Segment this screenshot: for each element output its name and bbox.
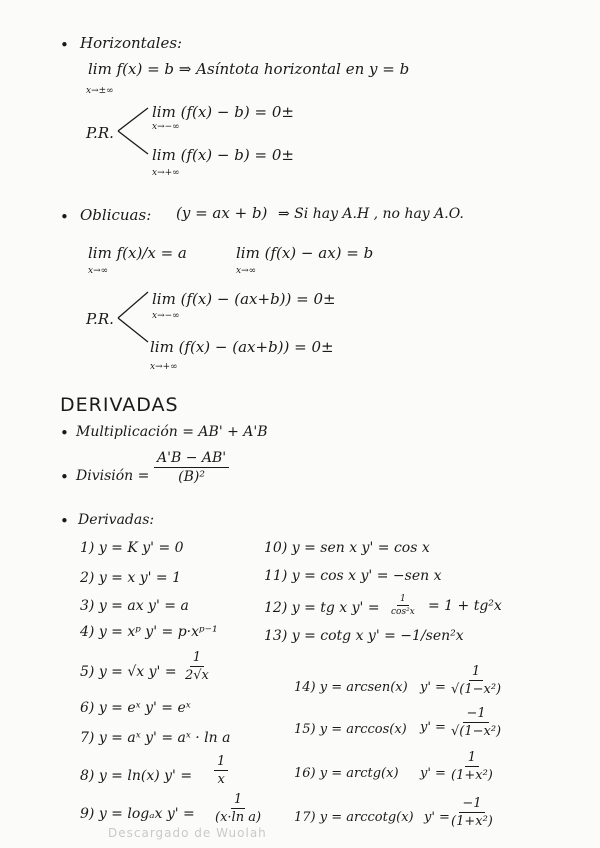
list-bullet: •	[60, 512, 69, 530]
oblique-bullet: •	[60, 208, 69, 226]
horizontal-title: Horizontales:	[80, 34, 183, 52]
rule-3: 3) y = ax y' = a	[80, 598, 189, 614]
rule-9-fraction	[212, 792, 264, 825]
horizontal-limit-left: lim (f(x) − b) = 0±	[152, 103, 294, 121]
rule-8-numerator: 1	[214, 754, 228, 771]
multiplication-rule: Multiplicación = AB' + A'B	[76, 424, 268, 440]
rule-5-denominator: 2√x	[185, 668, 209, 683]
horizontal-pr-label: P.R.	[86, 124, 114, 142]
rule-5-numerator: 1	[190, 650, 204, 667]
rule-7: 7) y = aˣ y' = aˣ · ln a	[80, 730, 231, 746]
rule-9-numerator: 1	[231, 792, 245, 809]
rule-5-fraction	[182, 650, 212, 683]
derivadas-list-title: Derivadas:	[78, 512, 155, 528]
oblique-a-expression: lim f(x)/x = a	[88, 244, 187, 262]
rule-14-numerator: 1	[469, 664, 483, 681]
oblique-b-sub: x→∞	[236, 266, 257, 276]
rule-14-fraction	[448, 664, 504, 697]
rule-16-yprime: y' =	[420, 766, 446, 781]
rule-17-numerator: −1	[459, 796, 484, 813]
oblique-pr-label: P.R.	[86, 310, 114, 328]
rule-16-fraction	[448, 750, 496, 783]
watermark-text: Descargado de Wuolah	[108, 826, 267, 840]
oblique-title: Oblicuas:	[80, 206, 152, 224]
rule-12-lhs: 12) y = tg x y' =	[264, 600, 380, 616]
horizontal-bullet: •	[60, 36, 69, 54]
horizontal-rule-sub: x→±∞	[86, 86, 114, 96]
rule-9-denominator: (x·ln a)	[215, 810, 262, 825]
rule-16-numerator: 1	[465, 750, 479, 767]
rule-15-numerator: −1	[463, 706, 488, 723]
rule-2: 2) y = x y' = 1	[80, 570, 182, 586]
rule-17-lhs: 17) y = arccotg(x)	[294, 810, 414, 825]
oblique-branch-lines	[118, 290, 154, 344]
horizontal-limit-left-sub: x→−∞	[152, 122, 180, 132]
rule-12-numerator: 1	[397, 594, 409, 606]
rule-9-lhs: 9) y = logₐx y' =	[80, 806, 195, 822]
division-denominator: (B)²	[178, 469, 205, 485]
oblique-note: ⇒ Si hay A.H , no hay A.O.	[278, 206, 464, 222]
oblique-line-equation: (y = ax + b)	[176, 204, 268, 222]
rule-12-fraction	[388, 594, 418, 617]
oblique-limit-right: lim (f(x) − (ax+b)) = 0±	[150, 338, 334, 356]
horizontal-rule: lim f(x) = b ⇒ Asíntota horizontal en y = b	[88, 60, 410, 78]
rule-4: 4) y = xᵖ y' = p·xᵖ⁻¹	[80, 624, 218, 640]
rule-11: 11) y = cos x y' = −sen x	[264, 568, 442, 584]
horizontal-branch-lines	[118, 106, 154, 156]
rule-17-yprime: y' =	[424, 810, 450, 825]
rule-12-denominator: cos²x	[391, 607, 415, 617]
rule-15-lhs: 15) y = arccos(x)	[294, 722, 407, 737]
rule-6: 6) y = eˣ y' = eˣ	[80, 700, 191, 716]
oblique-a-sub: x→∞	[88, 266, 109, 276]
derivadas-heading: DERIVADAS	[60, 394, 179, 416]
rule-15-yprime: y' =	[420, 720, 446, 735]
oblique-limit-left: lim (f(x) − (ax+b)) = 0±	[152, 290, 336, 308]
oblique-limit-left-sub: x→−∞	[152, 311, 180, 321]
mult-bullet: •	[60, 424, 69, 442]
div-bullet: •	[60, 468, 69, 486]
rule-15-denominator: √(1−x²)	[451, 724, 502, 739]
rule-17-fraction	[448, 796, 496, 829]
horizontal-limit-right-sub: x→+∞	[152, 168, 180, 178]
rule-17-denominator: (1+x²)	[451, 814, 493, 829]
rule-14-denominator: √(1−x²)	[451, 682, 502, 697]
rule-8-denominator: x	[217, 772, 225, 787]
horizontal-limit-right: lim (f(x) − b) = 0±	[152, 146, 294, 164]
oblique-limit-right-sub: x→+∞	[150, 362, 178, 372]
rule-13: 13) y = cotg x y' = −1/sen²x	[264, 628, 464, 644]
rule-8-fraction	[214, 754, 228, 787]
rule-8-lhs: 8) y = ln(x) y' =	[80, 768, 193, 784]
rule-10: 10) y = sen x y' = cos x	[264, 540, 430, 556]
division-label: División =	[76, 468, 150, 484]
rule-14-yprime: y' =	[420, 680, 446, 695]
rule-12-rhs: = 1 + tg²x	[428, 598, 502, 614]
rule-14-lhs: 14) y = arcsen(x)	[294, 680, 408, 695]
rule-16-lhs: 16) y = arctg(x)	[294, 766, 399, 781]
division-fraction	[154, 450, 229, 485]
rule-5-lhs: 5) y = √x y' =	[80, 664, 177, 680]
oblique-b-expression: lim (f(x) − ax) = b	[236, 244, 374, 262]
division-numerator: A'B − AB'	[154, 450, 229, 468]
rule-16-denominator: (1+x²)	[451, 768, 493, 783]
rule-1: 1) y = K y' = 0	[80, 540, 184, 556]
rule-15-fraction	[448, 706, 504, 739]
